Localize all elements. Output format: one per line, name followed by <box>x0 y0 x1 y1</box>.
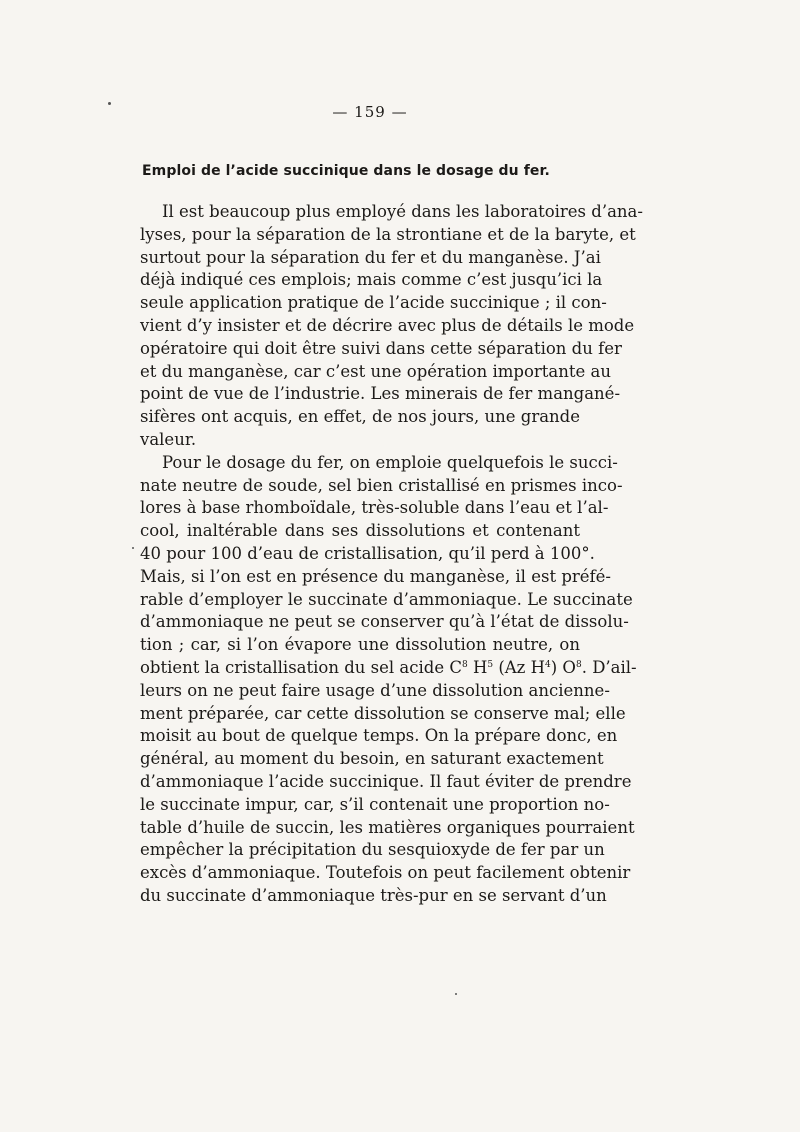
print-speck <box>108 102 111 105</box>
formula-subscript: 5 <box>487 659 494 670</box>
formula-subscript: 4 <box>545 659 551 670</box>
formula-text: ) O <box>550 657 576 677</box>
body-text <box>140 201 643 908</box>
text-line: et du manganèse, car c’est une opération importante au <box>140 361 611 381</box>
text-line: seule application pratique de l’acide succinique ; il con- <box>140 293 607 313</box>
formula-text: obtient la cristallisation du sel acide C <box>140 657 462 677</box>
text-line: valeur. <box>140 429 197 449</box>
text-line: déjà indiqué ces emplois; mais comme c’est jusqu’ici la <box>140 270 603 290</box>
text-line: lores à base rhomboïdale, très-soluble dans l’eau et l’al- <box>140 498 609 518</box>
section-title: Emploi de l’acide succinique dans le dosage du fer. <box>142 163 550 179</box>
text-line: point de vue de l’industrie. Les minerais de fer mangané- <box>140 384 621 404</box>
text-line: Il est beaucoup plus employé dans les laboratoires d’ana- <box>162 202 643 221</box>
text-line <box>140 657 637 680</box>
text-line: excès d’ammoniaque. Toutefois on peut facilement obtenir <box>140 863 631 883</box>
text-line: d’ammoniaque l’acide succinique. Il faut éviter de prendre <box>140 771 632 791</box>
print-speck <box>455 993 457 995</box>
text-line: lyses, pour la séparation de la strontiane et de la baryte, et <box>140 224 636 244</box>
text-line: vient d’y insister et de décrire avec plus de détails le mode <box>140 315 635 335</box>
page-number: — 159 — <box>332 103 408 121</box>
text-line: ment préparée, car cette dissolution se conserve mal; elle <box>140 703 626 723</box>
text-line: d’ammoniaque ne peut se conserver qu’à l’état de dissolu- <box>140 612 629 632</box>
text-line: rable d’employer le succinate d’ammoniaque. Le succinate <box>140 589 633 609</box>
print-speck <box>132 547 134 549</box>
text-line: cool, inaltérable dans ses dissolutions et contenant <box>140 521 580 541</box>
text-line: général, au moment du besoin, en saturant exactement <box>140 749 604 769</box>
formula-text: H <box>467 657 488 677</box>
text-line: table d’huile de succin, les matières organiques pourraient <box>140 817 635 837</box>
text-line: leurs on ne peut faire usage d’une dissolution ancienne- <box>140 680 610 700</box>
text-line: opératoire qui doit être suivi dans cette séparation du fer <box>140 338 622 358</box>
text-line: le succinate impur, car, s’il contenait une proportion no- <box>140 794 610 814</box>
text-line: empêcher la précipitation du sesquioxyde de fer par un <box>140 840 605 860</box>
text-line: nate neutre de soude, sel bien cristallisé en prismes inco- <box>140 475 623 495</box>
text-line: moisit au bout de quelque temps. On la prépare donc, en <box>140 726 618 746</box>
formula-text: . D’ail- <box>581 657 637 677</box>
text-line: du succinate d’ammoniaque très-pur en se servant d’un <box>140 885 607 905</box>
formula-subscript: 8 <box>461 659 468 670</box>
text-line: surtout pour la séparation du fer et du manganèse. J’ai <box>140 247 601 267</box>
formula-text: (Az H <box>493 657 546 677</box>
text-line: Mais, si l’on est en présence du manganèse, il est préfé- <box>140 566 611 586</box>
text-line: sifères ont acquis, en effet, de nos jours, une grande <box>140 407 580 427</box>
formula-subscript: 8 <box>575 659 582 670</box>
text-line: Pour le dosage du fer, on emploie quelquefois le succi- <box>162 452 618 472</box>
text-line: 40 pour 100 d’eau de cristallisation, qu’il perd à 100°. <box>140 543 595 563</box>
text-line: tion ; car, si l’on évapore une dissolution neutre, on <box>140 635 580 655</box>
